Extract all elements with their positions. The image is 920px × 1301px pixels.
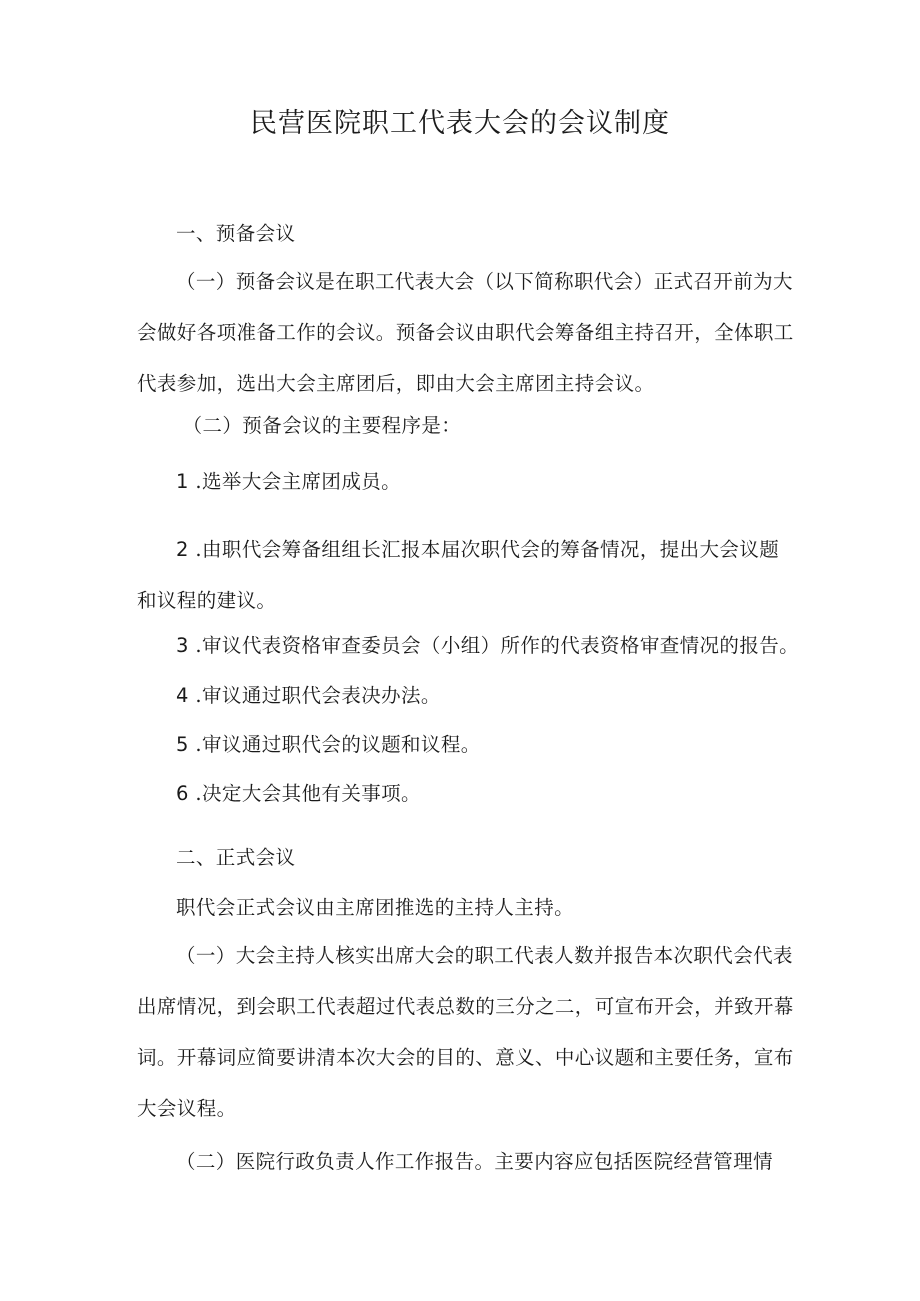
paragraph-formal-report: （二）医院行政负责人作工作报告。主要内容应包括医院经营管理情 bbox=[176, 1150, 774, 1173]
list-item bbox=[176, 670, 836, 721]
list-item-text: .由职代会筹备组组长汇报本届次职代会的筹备情况，提出大会议题和议程的建议。 bbox=[137, 538, 780, 612]
paragraph-text: （二）预备会议的主要程序是： bbox=[182, 414, 462, 437]
list-item-number: 6 bbox=[176, 782, 189, 805]
list-item-text: .审议代表资格审查委员会（小组）所作的代表资格审查情况的报告。 bbox=[195, 634, 800, 657]
list-item bbox=[137, 524, 797, 626]
list-item-text: .审议通过职代会表决办法。 bbox=[195, 684, 441, 707]
list-item bbox=[176, 768, 836, 819]
list-item-number: 2 bbox=[176, 538, 189, 561]
paragraph-preparatory-definition: （一）预备会议是在职工代表大会（以下简称职代会）正式召开前为大会做好各项准备工作的会议。预备会议由职代会筹备组主持召开，全体职工代表参加，选出大会主席团后，即由大会主席团主持会议。 bbox=[137, 270, 794, 395]
list-item-number: 5 bbox=[176, 733, 189, 756]
document-title: 民营医院职工代表大会的会议制度 bbox=[250, 108, 670, 139]
list-item-text: .审议通过职代会的议题和议程。 bbox=[195, 733, 481, 756]
paragraph-formal-opening: （一）大会主持人核实出席大会的职工代表人数并报告本次职代会代表出席情况，到会职工代表超过代表总数的三分之二，可宣布开会，并致开幕词。开幕词应简要讲清本次大会的目的、意义、中心议题和主要任务，宣布大会议程。 bbox=[137, 944, 794, 1120]
list-item bbox=[176, 620, 836, 671]
paragraph-formal-intro: 职代会正式会议由主席团推选的主持人主持。 bbox=[176, 896, 575, 919]
list-item-number: 1 bbox=[176, 470, 189, 493]
list-item-text: .选举大会主席团成员。 bbox=[195, 470, 402, 493]
list-item bbox=[176, 456, 836, 507]
list-item-number: 4 bbox=[176, 684, 189, 707]
list-item-text: .决定大会其他有关事项。 bbox=[195, 782, 421, 805]
list-item-number: 3 bbox=[176, 634, 189, 657]
list-item bbox=[176, 719, 836, 770]
section-heading-preparatory: 一、预备会议 bbox=[176, 222, 296, 245]
section-heading-formal: 二、正式会议 bbox=[176, 846, 296, 869]
paragraph-preparatory-procedure bbox=[176, 400, 836, 451]
